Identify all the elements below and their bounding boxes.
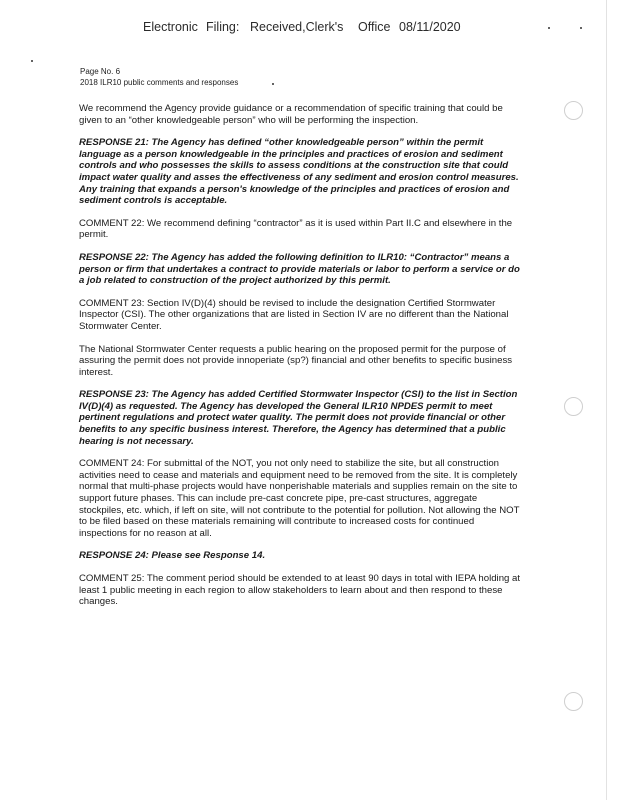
page-edge-line bbox=[606, 0, 607, 800]
header-filing: Filing: bbox=[206, 20, 240, 34]
comment-paragraph: COMMENT 23: Section IV(D)(4) should be revised to include the designation Certified Stormwater Inspector (CSI). The other organizations that are listed in Section IV are no different than the National Stormwater Center. bbox=[79, 297, 509, 332]
response-paragraph: RESPONSE 21: The Agency has defined “other knowledgeable person” within the permit language as a person knowledgeable in the principles and practices of erosion and sediment controls and who possesses the skills to assess conditions at the construction site that could impact water quality and asses the effectiveness of any sediment and erosion control measures. Any training that expands a person's knowledge of the principles and practices of erosion and sediment controls is acceptable. bbox=[79, 137, 519, 207]
page-number: Page No. 6 bbox=[80, 67, 121, 76]
scan-speck bbox=[31, 60, 33, 62]
comment-paragraph: We recommend the Agency provide guidance or a recommendation of specific training that could be given to an “other knowledgeable person” who will be performing the inspection. bbox=[79, 103, 503, 126]
comment-paragraph: The National Stormwater Center requests a public hearing on the proposed permit for the purpose of assuring the permit does not provide innoperiate (sp?) financial and other benefits to specific business interest. bbox=[79, 343, 513, 378]
punch-hole bbox=[564, 692, 583, 711]
scan-speck bbox=[548, 27, 550, 29]
punch-hole bbox=[564, 397, 583, 416]
scan-speck bbox=[272, 83, 274, 85]
response-paragraph: RESPONSE 23: The Agency has added Certified Stormwater Inspector (CSI) to the list in Section IV(D)(4) as requested. The Agency has developed the General ILR10 NPDES permit to meet pertinent regulations and protect water quality. The permit does not provide financial or other benefits to any specific business interest. Therefore, the Agency has determined that a public hearing is not necessary. bbox=[79, 389, 518, 447]
comment-paragraph: COMMENT 25: The comment period should be extended to at least 90 days in total with IEPA holding at least 1 public meeting in each region to allow stakeholders to learn about and then respond to these changes. bbox=[79, 573, 521, 608]
scan-speck bbox=[580, 27, 582, 29]
header-received-clerk: Received,Clerk's bbox=[250, 20, 344, 34]
document-body bbox=[79, 103, 523, 619]
response-paragraph: RESPONSE 24: Please see Response 14. bbox=[79, 550, 266, 562]
header-date: 08/11/2020 bbox=[399, 20, 461, 34]
document-subtitle: 2018 ILR10 public comments and responses bbox=[80, 78, 239, 87]
header-office: Office bbox=[358, 20, 391, 34]
punch-hole bbox=[564, 101, 583, 120]
header-electronic: Electronic bbox=[143, 20, 198, 34]
response-paragraph: RESPONSE 22: The Agency has added the following definition to ILR10: “Contractor” means a person or firm that undertakes a contract to provide materials or labor to perform a service or do a job related to construction of the project authorized by this permit. bbox=[79, 251, 520, 287]
comment-paragraph: COMMENT 24: For submittal of the NOT, you not only need to stabilize the site, but all construction activities need to cease and materials and equipment need to be removed from the site. It is completely normal that multi-phase projects would have nonperishable materials and supplies remain on the site to support future phases. This can include pre-cast concrete pipe, pre-cast structures, aggregate stockpiles, etc. which, if left on site, will not contribute to the potential for pollution. Not allowing the NOT to be filed based on these materials remaining will contribute to increased costs for continued inspections for no reason at all. bbox=[79, 458, 520, 539]
page-info bbox=[80, 66, 238, 88]
comment-paragraph: COMMENT 22: We recommend defining “contractor” as it is used within Part II.C and elsewhere in the permit. bbox=[79, 217, 513, 241]
